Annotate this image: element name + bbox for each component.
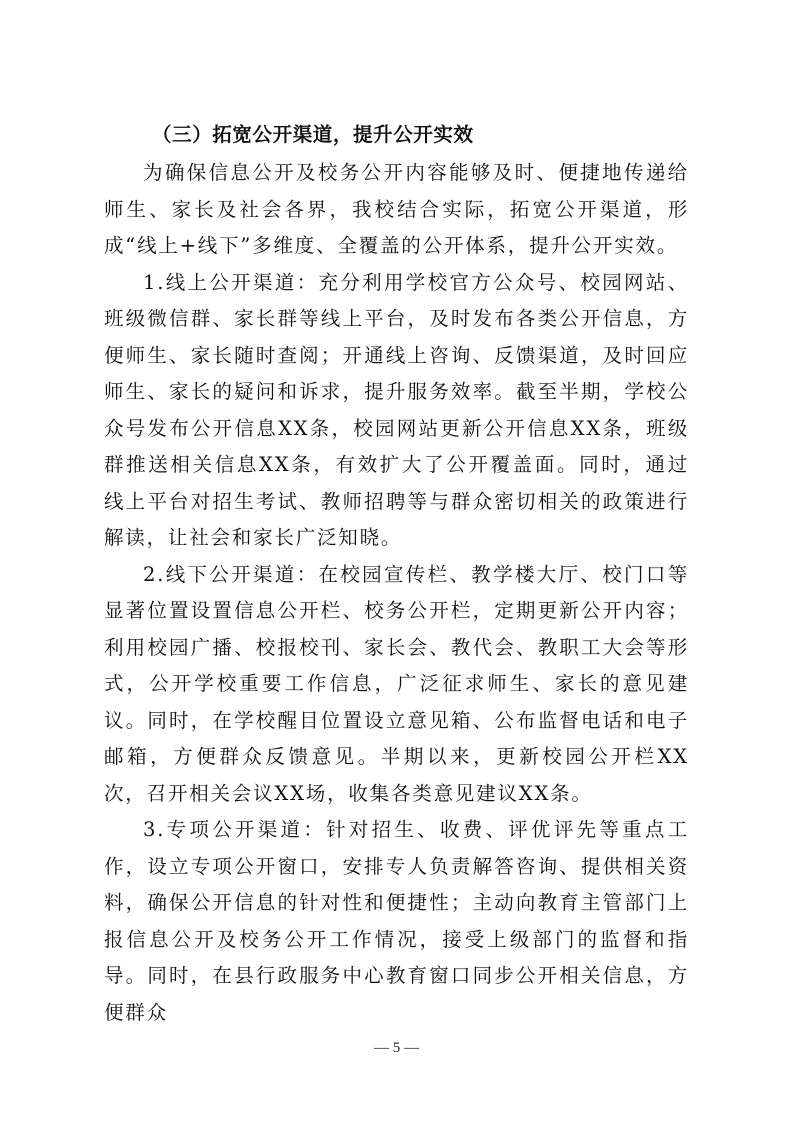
page-number: — 5 —	[374, 1040, 419, 1056]
paragraph-intro: 为确保信息公开及校务公开内容能够及时、便捷地传递给师生、家长及社会各界，我校结合实际，拓宽公开渠道，形成“线上+线下”多维度、全覆盖的公开体系，提升公开实效。	[104, 161, 689, 257]
paragraph-online-channels: 1.线上公开渠道：充分利用学校官方公众号、校园网站、班级微信群、家长群等线上平台，及时发布各类公开信息，方便师生、家长随时查阅；开通线上咨询、反馈渠道，及时回应师生、家长的疑问和诉求，提升服务效率。截至半期，学校公众号发布公开信息XX条，校园网站更新公开信息XX条，班级群推送相关信息XX条，有效扩大了公开覆盖面。同时，通过线上平台对招生考试、教师招聘等与群众密切相关的政策进行解读，让社会和家长广泛知晓。	[104, 270, 689, 549]
document-body	[104, 115, 689, 1031]
section-heading: （三）拓宽公开渠道，提升公开实效	[152, 123, 474, 146]
paragraph-offline-channels: 2.线下公开渠道：在校园宣传栏、教学楼大厅、校门口等显著位置设置信息公开栏、校务公开栏，定期更新公开内容；利用校园广播、校报校刊、家长会、教代会、教职工大会等形式，公开学校重要工作信息，广泛征求师生、家长的意见建议。同时，在学校醒目位置设立意见箱、公布监督电话和电子邮箱，方便群众反馈意见。半期以来，更新校园公开栏XX次，召开相关会议XX场，收集各类意见建议XX条。	[104, 562, 689, 805]
paragraph-special-channels: 3.专项公开渠道：针对招生、收费、评优评先等重点工作，设立专项公开窗口，安排专人负责解答咨询、提供相关资料，确保公开信息的针对性和便捷性；主动向教育主管部门上报信息公开及校务公开工作情况，接受上级部门的监督和指导。同时，在县行政服务中心教育窗口同步公开相关信息，方便群众	[104, 818, 689, 1024]
